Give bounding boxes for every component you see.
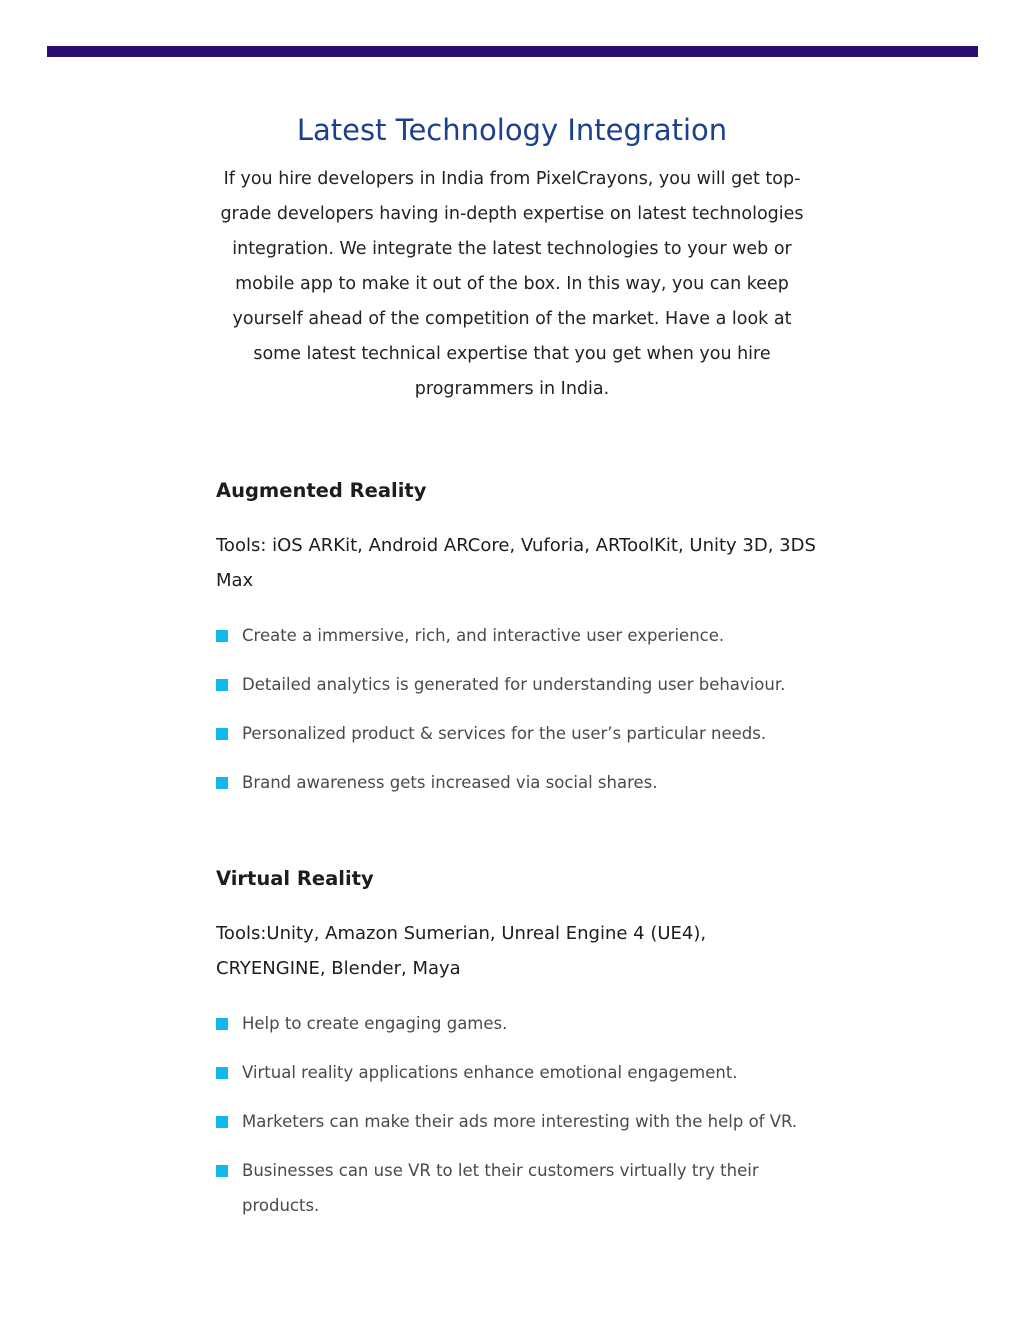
list-item	[216, 716, 816, 751]
square-bullet-icon	[216, 777, 228, 789]
list-item	[216, 1104, 816, 1139]
bullet-list	[216, 1006, 816, 1223]
list-item	[216, 1006, 816, 1041]
list-item-text: Detailed analytics is generated for understanding user behaviour.	[242, 675, 786, 694]
page-title: Latest Technology Integration	[296, 113, 728, 147]
square-bullet-icon	[216, 1116, 228, 1128]
section-heading: Virtual Reality	[216, 867, 374, 890]
square-bullet-icon	[216, 1018, 228, 1030]
list-item	[216, 667, 816, 702]
section-virtual-reality	[216, 862, 816, 1237]
list-item-text: Help to create engaging games.	[242, 1014, 508, 1033]
list-item-text: Virtual reality applications enhance emotional engagement.	[242, 1063, 738, 1082]
square-bullet-icon	[216, 728, 228, 740]
list-item	[216, 1153, 816, 1223]
list-item	[216, 1055, 816, 1090]
list-item-text: Personalized product & services for the user’s particular needs.	[242, 724, 767, 743]
tools-list: Tools: iOS ARKit, Android ARCore, Vuforia, ARToolKit, Unity 3D, 3DS Max	[216, 535, 816, 591]
intro-paragraph: If you hire developers in India from PixelCrayons, you will get top-grade developers having in-depth expertise on latest technologies integration. We integrate the latest technologies to your web or mobile app to make it out of the box. In this way, you can keep yourself ahead of the competition of the market. Have a look at some latest technical expertise that you get when you hire programmers in India.	[220, 169, 804, 399]
section-augmented-reality	[216, 474, 816, 814]
square-bullet-icon	[216, 1165, 228, 1177]
square-bullet-icon	[216, 630, 228, 642]
bullet-list	[216, 618, 816, 800]
list-item	[216, 618, 816, 653]
square-bullet-icon	[216, 679, 228, 691]
tools-list: Tools:Unity, Amazon Sumerian, Unreal Engine 4 (UE4), CRYENGINE, Blender, Maya	[216, 923, 707, 979]
list-item	[216, 765, 816, 800]
top-accent-bar	[47, 46, 978, 57]
list-item-text: Brand awareness gets increased via social shares.	[242, 773, 658, 792]
list-item-text: Businesses can use VR to let their customers virtually try their products.	[242, 1161, 759, 1215]
list-item-text: Marketers can make their ads more interesting with the help of VR.	[242, 1112, 798, 1131]
section-heading: Augmented Reality	[216, 479, 427, 502]
square-bullet-icon	[216, 1067, 228, 1079]
list-item-text: Create a immersive, rich, and interactive user experience.	[242, 626, 725, 645]
